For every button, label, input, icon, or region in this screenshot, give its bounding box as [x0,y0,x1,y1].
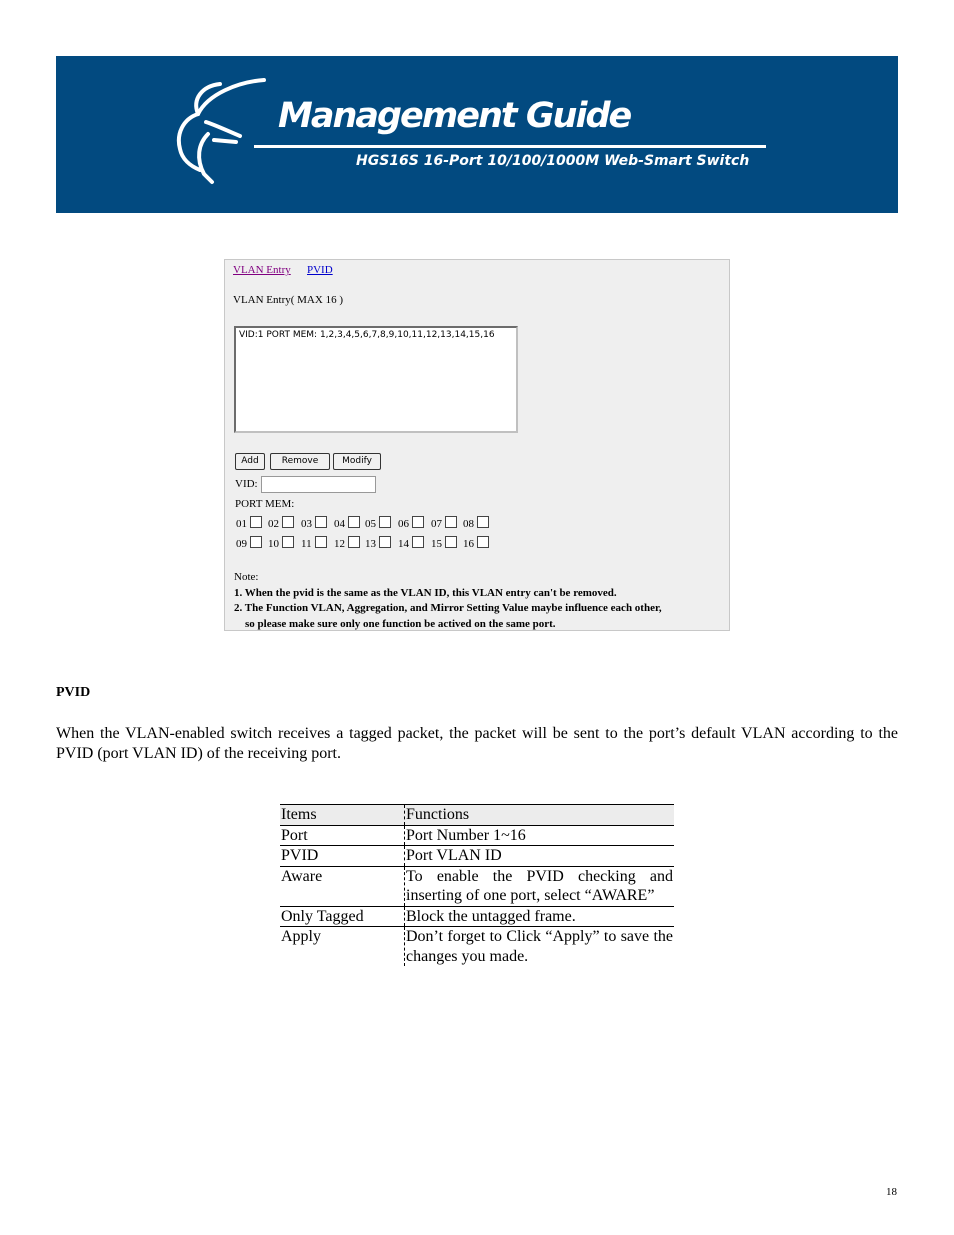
port-checkbox[interactable] [445,516,457,528]
port-label: 02 [268,518,279,530]
table-row [280,846,674,867]
port-item [463,516,489,530]
port-label: 15 [431,538,442,550]
port-label: 09 [236,538,247,550]
vlan-entry-link[interactable]: VLAN Entry [233,264,291,276]
port-item [431,516,457,530]
note-block [234,570,662,632]
port-checkbox[interactable] [282,516,294,528]
eagle-logo-icon [168,74,268,189]
vlan-entry-heading: VLAN Entry( MAX 16 ) [233,294,343,306]
port-label: 16 [463,538,474,550]
table-cell-function: To enable the PVID checking and inserting of one port, select “AWARE” [406,867,673,904]
port-checkbox[interactable] [348,516,360,528]
port-checkbox[interactable] [282,536,294,548]
port-label: 03 [301,518,312,530]
port-label: 12 [334,538,345,550]
port-checkbox[interactable] [412,516,424,528]
table-cell-function: Don’t forget to Click “Apply” to save the changes you made. [406,928,673,965]
functions-table [280,804,674,966]
pvid-description: When the VLAN-enabled switch receives a tagged packet, the packet will be sent to the port’s default VLAN according to the PVID (port VLAN ID) of the receiving port. [56,725,898,762]
port-item [301,536,327,550]
port-label: 01 [236,518,247,530]
port-checkbox[interactable] [379,516,391,528]
port-item [365,516,391,530]
table-cell-item: PVID [280,846,405,867]
port-item [334,536,360,550]
vid-input[interactable] [261,476,376,493]
port-item [236,516,262,530]
table-row [280,825,674,846]
table-row [280,866,674,906]
port-label: 13 [365,538,376,550]
port-item [365,536,391,550]
listbox-item[interactable]: VID:1 PORT MEM: 1,2,3,4,5,6,7,8,9,10,11,12,13,14,15,16 [239,330,495,340]
note-title: Note: [234,571,259,583]
port-item [334,516,360,530]
header-divider [254,145,766,148]
port-label: 10 [268,538,279,550]
vid-label: VID: [235,478,258,490]
table-cell-item: Aware [280,866,405,906]
port-label: 08 [463,518,474,530]
header-title: Management Guide [278,96,631,136]
table-row [280,906,674,927]
note-line: 2. The Function VLAN, Aggregation, and Mirror Setting Value maybe influence each other, [234,602,662,614]
port-checkbox[interactable] [477,536,489,548]
table-header-functions: Functions [405,805,675,826]
table-cell-function: Port VLAN ID [405,846,675,867]
note-line: 1. When the pvid is the same as the VLAN ID, this VLAN entry can't be removed. [234,586,617,599]
port-label: 05 [365,518,376,530]
header-subtitle: HGS16S 16-Port 10/100/1000M Web-Smart Switch [356,153,750,169]
port-item [431,536,457,550]
port-checkbox[interactable] [348,536,360,548]
port-checkbox[interactable] [445,536,457,548]
add-button[interactable]: Add [235,453,265,470]
port-mem-label: PORT MEM: [235,498,295,510]
table-header-row [280,805,674,826]
port-item [236,536,262,550]
page-number: 18 [886,1186,897,1198]
port-checkbox[interactable] [379,536,391,548]
port-item [268,516,294,530]
port-checkbox[interactable] [412,536,424,548]
header-banner [56,56,898,213]
port-label: 04 [334,518,345,530]
port-item [463,536,489,550]
port-checkbox[interactable] [315,536,327,548]
port-item [268,536,294,550]
port-label: 07 [431,518,442,530]
port-item [398,516,424,530]
modify-button[interactable]: Modify [333,453,381,470]
table-cell-item: Port [280,825,405,846]
remove-button[interactable]: Remove [270,453,330,470]
port-item [398,536,424,550]
port-label: 11 [301,538,312,550]
pvid-link[interactable]: PVID [307,264,333,276]
note-line: so please make sure only one function be actived on the same port. [234,617,556,630]
port-checkbox[interactable] [250,516,262,528]
table-row [280,927,674,967]
table-cell-function: Block the untagged frame. [405,906,675,927]
port-checkbox[interactable] [477,516,489,528]
table-cell-function: Port Number 1~16 [405,825,675,846]
port-checkbox[interactable] [250,536,262,548]
port-label: 06 [398,518,409,530]
vlan-entry-listbox[interactable] [234,326,518,433]
table-cell-item: Apply [281,928,321,945]
port-item [301,516,327,530]
table-cell-item: Only Tagged [280,906,405,927]
vlan-entry-screenshot [224,259,730,631]
port-label: 14 [398,538,409,550]
section-title: PVID [56,685,91,700]
table-header-items: Items [280,805,405,826]
port-checkbox[interactable] [315,516,327,528]
